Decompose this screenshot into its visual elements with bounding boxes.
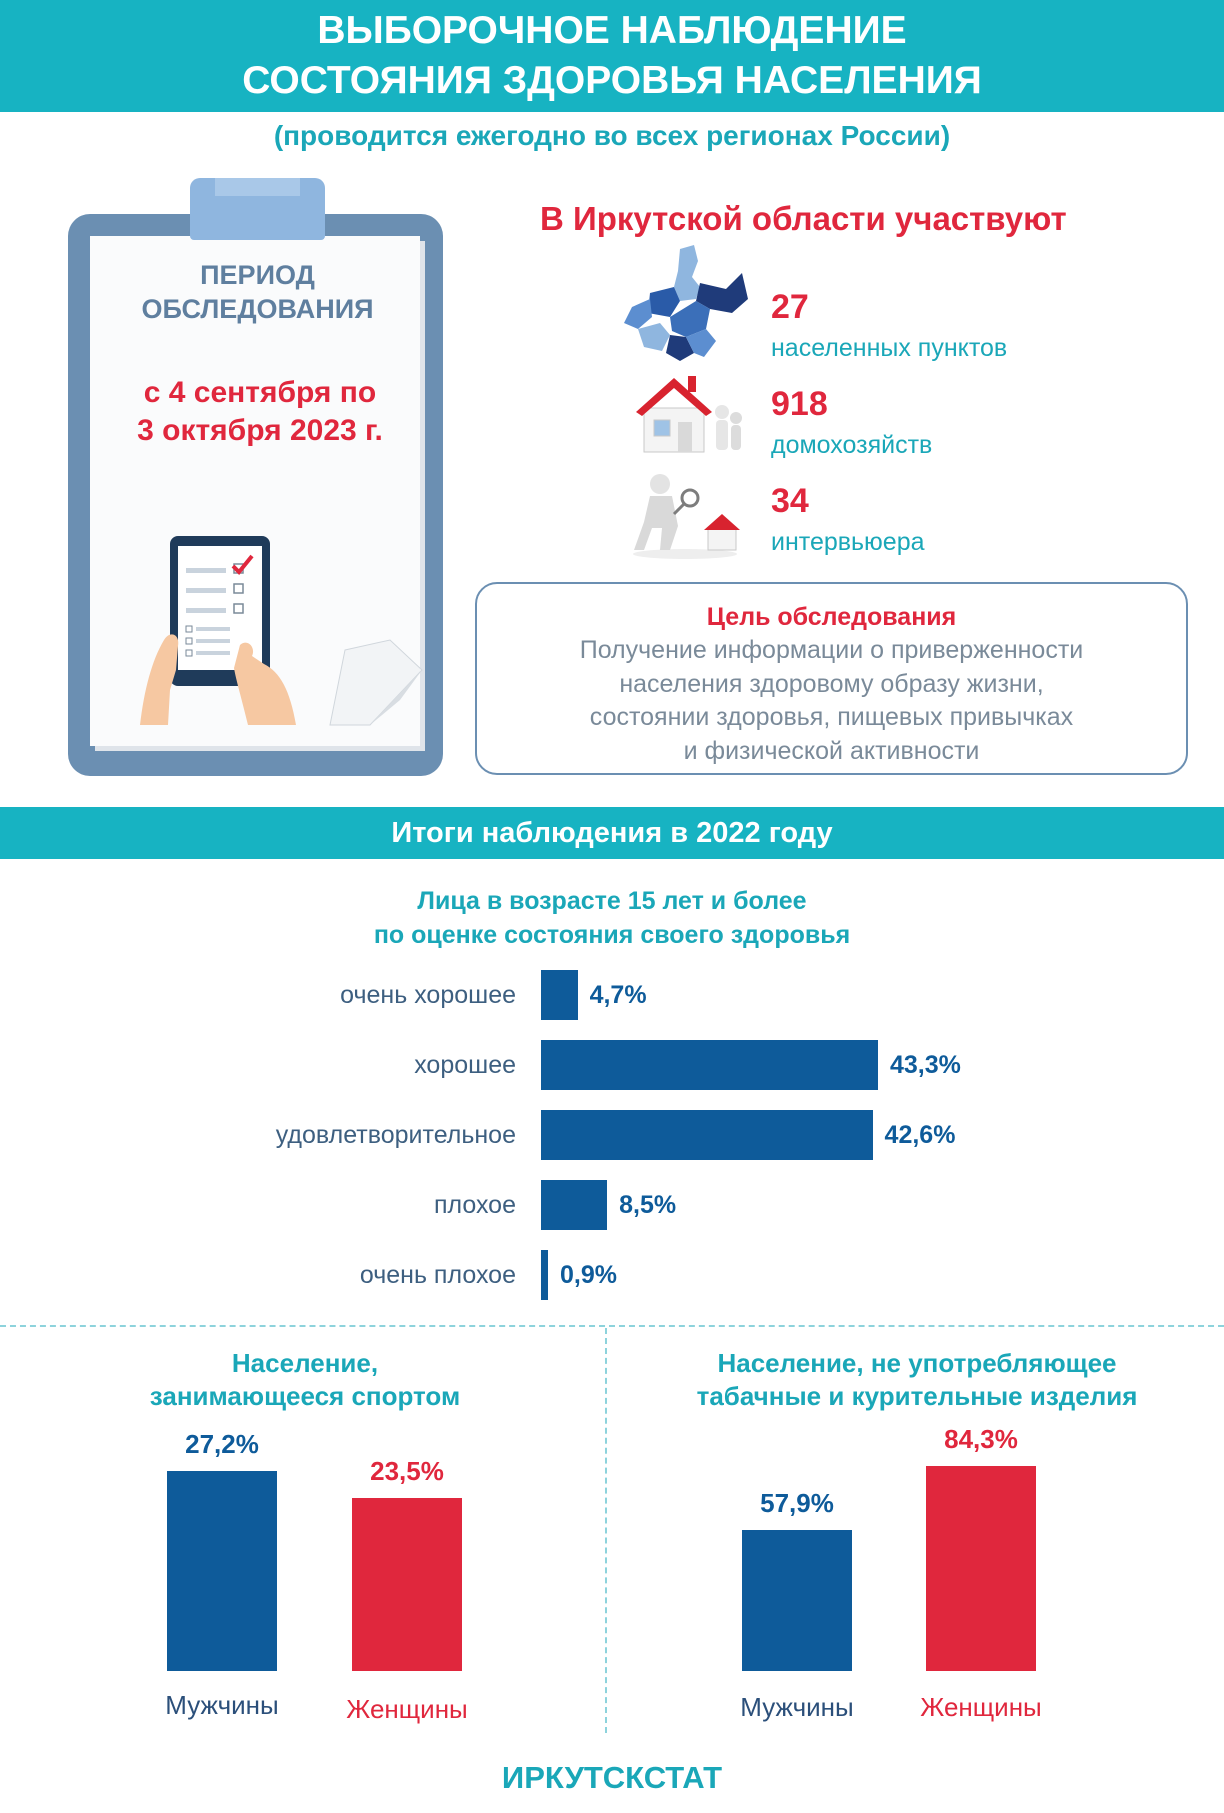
stat-interviewers-value: 34 bbox=[771, 482, 809, 520]
stat-households-label: домохозяйств bbox=[771, 431, 933, 459]
section-divider-vertical bbox=[605, 1328, 607, 1733]
health-bar-row bbox=[0, 1110, 1224, 1160]
goal-text-line4: и физической активности bbox=[683, 736, 980, 765]
health-bar-row bbox=[0, 1040, 1224, 1090]
page-title-line2: СОСТОЯНИЯ ЗДОРОВЬЯ НАСЕЛЕНИЯ bbox=[242, 59, 982, 102]
region-map-icon bbox=[620, 243, 750, 363]
period-label-line2: ОБСЛЕДОВАНИЯ bbox=[141, 294, 374, 324]
nonsmoking-bar-category-label: Женщины bbox=[920, 1692, 1042, 1722]
tablet-checklist-icon bbox=[130, 530, 430, 730]
period-value-line1: с 4 сентября по bbox=[143, 376, 377, 409]
sport-chart-title-line1: Население, bbox=[231, 1348, 379, 1378]
section-divider-horizontal bbox=[0, 1325, 1224, 1327]
sport-bar-category-label: Мужчины bbox=[165, 1690, 279, 1720]
period-value bbox=[110, 374, 410, 450]
health-chart-title-line1: Лица в возрасте 15 лет и более bbox=[417, 887, 807, 915]
health-bar bbox=[541, 970, 578, 1020]
nonsmoking-chart-title-line1: Население, не употребляющее bbox=[717, 1348, 1117, 1378]
goal-title: Цель обследования bbox=[706, 603, 957, 631]
clipboard-clip-knob bbox=[215, 178, 300, 196]
footer-source: ИРКУТСКСТАТ bbox=[501, 1760, 723, 1795]
stat-interviewers-label: интервьюера bbox=[771, 528, 925, 556]
page-title-line1: ВЫБОРОЧНОЕ НАБЛЮДЕНИЕ bbox=[317, 9, 907, 52]
health-bar-value-label: 4,7% bbox=[589, 981, 647, 1009]
health-bar-category-label: удовлетворительное bbox=[275, 1121, 516, 1149]
results-title: Итоги наблюдения в 2022 году bbox=[391, 817, 833, 849]
health-bar-value-label: 43,3% bbox=[890, 1051, 961, 1079]
health-bar bbox=[541, 1110, 873, 1160]
nonsmoking-chart-title-line2: табачные и курительные изделия bbox=[696, 1381, 1138, 1411]
goal-text bbox=[495, 634, 1168, 768]
page-subtitle: (проводится ежегодно во всех регионах России) bbox=[273, 120, 951, 151]
goal-text-line1: Получение информации о приверженности bbox=[579, 636, 1084, 664]
sport-bar-value-label: 27,2% bbox=[185, 1429, 259, 1459]
health-bar-category-label: плохое bbox=[433, 1191, 516, 1219]
health-bar-category-label: очень плохое bbox=[359, 1261, 516, 1289]
health-bar-row bbox=[0, 970, 1224, 1020]
period-label bbox=[120, 258, 395, 326]
health-chart-title bbox=[0, 884, 1224, 952]
stat-settlements-value: 27 bbox=[771, 288, 809, 326]
sport-bar-value-label: 23,5% bbox=[370, 1456, 444, 1487]
nonsmoking-chart-title bbox=[610, 1347, 1224, 1413]
nonsmoking-bar-value-label: 84,3% bbox=[944, 1424, 1018, 1454]
health-bar bbox=[541, 1040, 878, 1090]
nonsmoking-bar-category-label: Мужчины bbox=[740, 1692, 854, 1722]
period-label-line1: ПЕРИОД bbox=[200, 260, 315, 290]
stat-households-value: 918 bbox=[771, 385, 828, 423]
health-chart-title-line2: по оценке состояния своего здоровья bbox=[373, 921, 851, 949]
sport-bar-women bbox=[352, 1498, 462, 1671]
goal-text-line3: состоянии здоровья, пищевых привычках bbox=[589, 703, 1074, 731]
health-bar bbox=[541, 1180, 607, 1230]
health-bar-value-label: 0,9% bbox=[560, 1261, 617, 1289]
nonsmoking-bar-men bbox=[742, 1530, 852, 1671]
period-value-line2: 3 октября 2023 г. bbox=[137, 414, 383, 447]
health-bar-category-label: очень хорошее bbox=[340, 981, 516, 1009]
sport-bar-men bbox=[167, 1471, 277, 1671]
health-bar-value-label: 42,6% bbox=[884, 1121, 956, 1149]
house-family-icon bbox=[636, 372, 746, 457]
health-bar-category-label: хорошее bbox=[414, 1051, 516, 1079]
health-bar-row bbox=[0, 1250, 1224, 1300]
health-bar bbox=[541, 1250, 548, 1300]
health-bar-row bbox=[0, 1180, 1224, 1230]
sport-chart-title-line2: занимающееся спортом bbox=[149, 1381, 461, 1411]
interviewer-magnifier-icon bbox=[630, 470, 745, 560]
nonsmoking-bar-value-label: 57,9% bbox=[760, 1488, 834, 1519]
sport-chart-title bbox=[80, 1347, 530, 1413]
stat-settlements-label: населенных пунктов bbox=[771, 334, 1008, 362]
health-bar-value-label: 8,5% bbox=[619, 1191, 677, 1219]
nonsmoking-bar-women bbox=[926, 1466, 1036, 1671]
sport-bar-category-label: Женщины bbox=[346, 1694, 468, 1724]
participants-title: В Иркутской области участвуют bbox=[540, 200, 1067, 237]
goal-text-line2: населения здоровому образу жизни, bbox=[619, 669, 1044, 698]
